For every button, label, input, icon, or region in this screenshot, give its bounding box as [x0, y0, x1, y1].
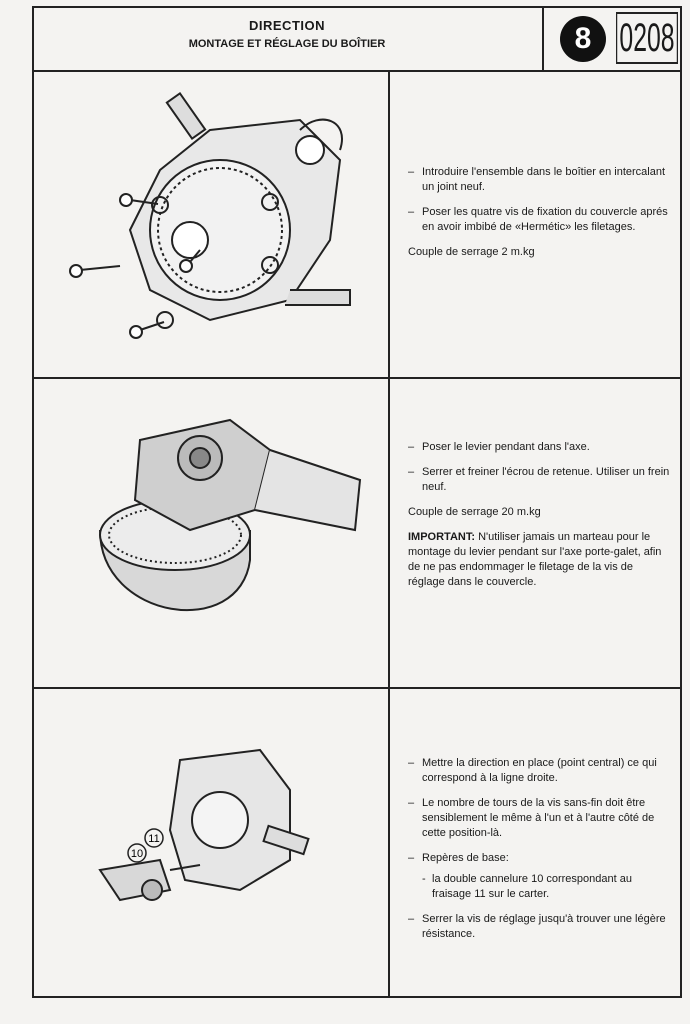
important-label: IMPORTANT: [408, 531, 476, 543]
page-badge-box [542, 6, 684, 70]
section2-torque: Couple de serrage 20 m.kg [408, 506, 541, 518]
row-divider-1 [32, 377, 682, 379]
row-divider-2 [32, 687, 682, 689]
callout-11 [145, 829, 163, 847]
section1-text [408, 165, 670, 270]
svg-text:11: 11 [148, 833, 160, 845]
callout-10 [128, 844, 146, 862]
section1-step-1: – Introduire l'ensemble dans le boîtier en intercalant un joint neuf. [408, 165, 670, 195]
section3-sub-item: - la double cannelure 10 correspondant au fraisage 11 sur le carter. [408, 872, 670, 902]
section3-step-3: – Repères de base: [408, 851, 670, 866]
svg-text:10: 10 [130, 848, 144, 860]
section1-torque: Couple de serrage 2 m.kg [408, 246, 535, 258]
chapter-badge: 8 [560, 16, 606, 62]
page-number: 0208 [616, 12, 678, 64]
page-subtitle: MONTAGE ET RÉGLAGE DU BOÎTIER [188, 38, 386, 50]
column-divider [388, 72, 390, 998]
steering-box-cover-illustration [60, 90, 360, 360]
section3-text [408, 756, 670, 952]
section3-step-4: – Serrer la vis de réglage jusqu'à trouver une légère résistance. [408, 912, 670, 942]
section2-step-1: – Poser le levier pendant dans l'axe. [408, 440, 670, 455]
section3-step-1: – Mettre la direction en place (point central) ce qui correspond à la ligne droite. [408, 756, 670, 786]
page-header [32, 6, 682, 72]
section2-important-note [408, 530, 670, 590]
page-title: DIRECTION [249, 18, 325, 33]
section3-step-2: – Le nombre de tours de la vis sans-fin doit être sensiblement le même à l'un et à l'autre côté de cette position-là. [408, 796, 670, 841]
section1-step-2: – Poser les quatre vis de fixation du couvercle aprés en avoir imbibé de «Hermétic» les filetages. [408, 205, 670, 235]
important-text: N'utiliser jamais un marteau pour le montage du levier pendant sur l'axe porte-galet, afin de ne pas endommager le filetage de la vis de réglage dans le couvercle. [408, 531, 662, 588]
steering-box-assembly-illustration [90, 740, 320, 920]
pitman-arm-nut-illustration [80, 410, 370, 650]
section2-text [408, 440, 670, 600]
section2-step-2: – Serrer et freiner l'écrou de retenue. Utiliser un frein neuf. [408, 465, 670, 495]
